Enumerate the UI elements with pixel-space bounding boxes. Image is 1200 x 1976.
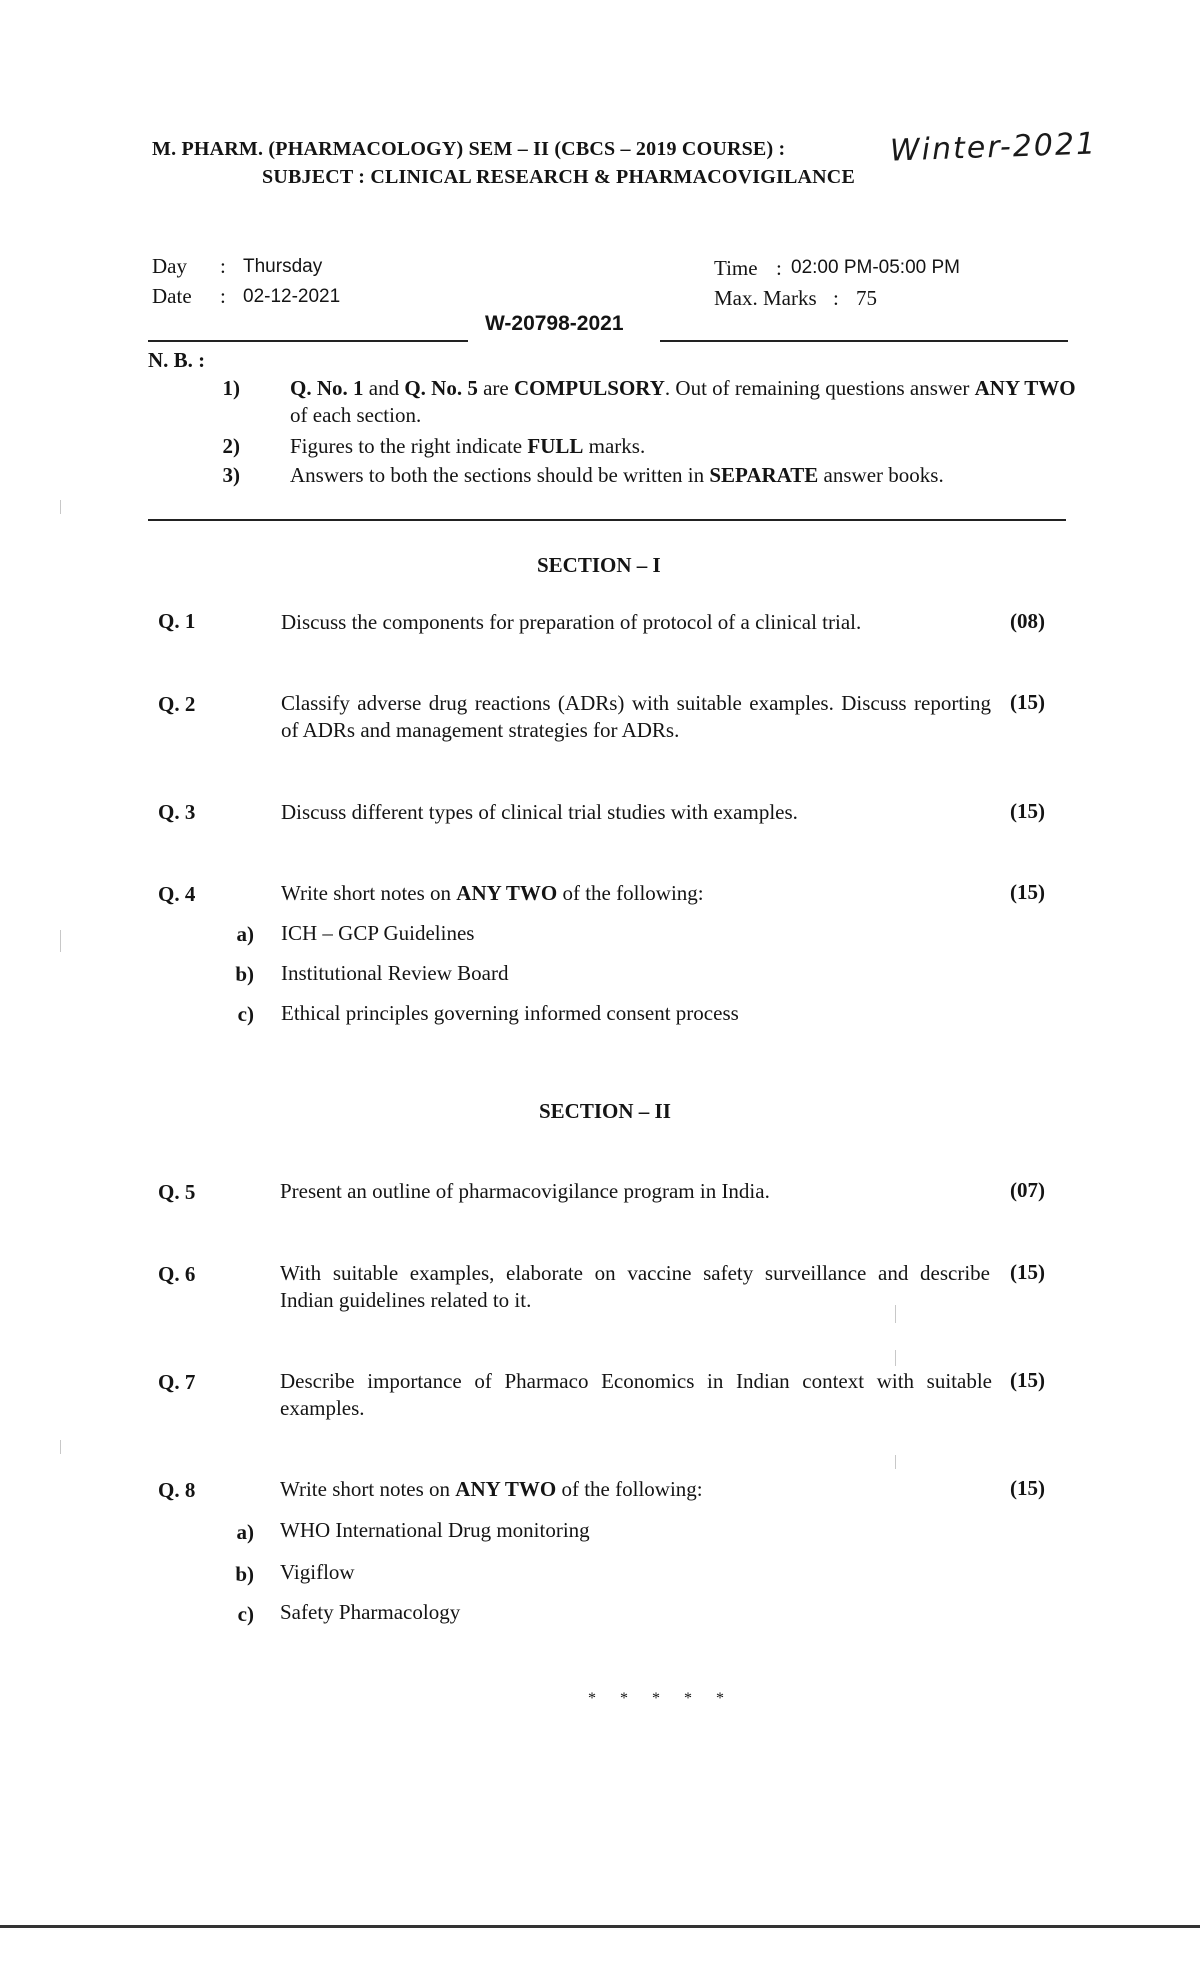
- q8-text-c: of the following:: [556, 1477, 703, 1501]
- q3-text: Discuss different types of clinical trial studies with examples.: [281, 800, 798, 824]
- q5-marks: (07): [1010, 1178, 1045, 1202]
- scan-artifact: [60, 930, 61, 952]
- scan-artifact: [895, 1305, 896, 1323]
- nb-answers: Answers to both the sections should be written in: [290, 463, 710, 487]
- q4-text: [281, 880, 981, 907]
- section-2-title: SECTION – II: [539, 1099, 671, 1123]
- nb-number-3: 3): [222, 463, 240, 487]
- nb-are: are: [477, 376, 514, 400]
- q4-sub-a-text: ICH – GCP Guidelines: [281, 921, 475, 945]
- max-marks-value: 75: [856, 286, 877, 310]
- q1-marks: (08): [1010, 609, 1045, 633]
- q2-text: Classify adverse drug reactions (ADRs) with suitable examples. Discuss reporting of ADRs and management strategies for ADRs.: [281, 691, 991, 742]
- q8-text: [280, 1476, 980, 1503]
- nb-remaining: . Out of remaining questions answer: [664, 376, 975, 400]
- q2-number: Q. 2: [158, 692, 196, 716]
- day-colon: :: [220, 254, 226, 278]
- q8-marks: (15): [1010, 1476, 1045, 1500]
- scan-artifact: [895, 1350, 896, 1366]
- section-1-title: SECTION – I: [537, 553, 661, 577]
- nb-any-two: ANY TWO: [974, 376, 1076, 400]
- date-label: Date: [152, 284, 192, 308]
- q4-number: Q. 4: [158, 882, 196, 906]
- nb-q1: Q. No. 1: [290, 376, 364, 400]
- nb-label: N. B. :: [148, 348, 206, 372]
- course-title: M. PHARM. (PHARMACOLOGY) SEM – II (CBCS – 2019 COURSE) :: [152, 138, 786, 160]
- end-stars: * * * * *: [588, 1690, 734, 1707]
- date-value: 02-12-2021: [243, 286, 341, 307]
- q8-sub-b-label: b): [235, 1562, 254, 1586]
- q3-marks: (15): [1010, 799, 1045, 823]
- nb-figures: Figures to the right indicate: [290, 434, 528, 458]
- q8-sub-a-text: WHO International Drug monitoring: [280, 1518, 590, 1542]
- time-label: Time: [714, 256, 758, 280]
- scan-artifact: [895, 1455, 896, 1469]
- date-colon: :: [220, 284, 226, 308]
- q8-text-a: Write short notes on: [280, 1477, 456, 1501]
- q4-sub-b-text: Institutional Review Board: [281, 961, 509, 985]
- max-marks-colon: :: [833, 286, 839, 310]
- q1-text: Discuss the components for preparation of protocol of a clinical trial.: [281, 610, 862, 634]
- q2-marks: (15): [1010, 690, 1045, 714]
- nb-answer-books: answer books.: [818, 463, 944, 487]
- nb-divider: [148, 519, 1066, 521]
- q4-text-c: of the following:: [557, 881, 704, 905]
- paper-code: W-20798-2021: [485, 312, 624, 335]
- q8-number: Q. 8: [158, 1478, 196, 1502]
- time-value: 02:00 PM-05:00 PM: [791, 257, 960, 278]
- q7-number: Q. 7: [158, 1370, 196, 1394]
- nb-and: and: [363, 376, 405, 400]
- nb-instruction-1: [290, 375, 1080, 429]
- nb-compulsory: COMPULSORY: [513, 376, 665, 400]
- divider-left: [148, 340, 468, 342]
- q8-sub-c-text: Safety Pharmacology: [280, 1600, 461, 1624]
- q3-number: Q. 3: [158, 800, 196, 824]
- q8-sub-c-label: c): [237, 1602, 254, 1626]
- day-value: Thursday: [243, 256, 323, 277]
- handwritten-session: Winter-2021: [889, 126, 1098, 169]
- q5-number: Q. 5: [158, 1180, 196, 1204]
- q4-sub-c-text: Ethical principles governing informed consent process: [281, 1001, 739, 1025]
- max-marks-label: Max. Marks: [714, 286, 817, 310]
- q4-sub-c-label: c): [237, 1002, 254, 1026]
- day-label: Day: [152, 254, 187, 278]
- q6-text: With suitable examples, elaborate on vaccine safety surveillance and describe Indian guidelines related to it.: [280, 1261, 990, 1312]
- scan-artifact: [60, 1440, 61, 1454]
- nb-instruction-3: [290, 462, 1080, 489]
- q8-sub-b-text: Vigiflow: [280, 1560, 355, 1584]
- nb-full: FULL: [527, 434, 584, 458]
- divider-right: [660, 340, 1068, 342]
- q1-number: Q. 1: [158, 609, 196, 633]
- q6-marks: (15): [1010, 1260, 1045, 1284]
- nb-number-2: 2): [222, 434, 240, 458]
- q6-number: Q. 6: [158, 1262, 196, 1286]
- nb-q5: Q. No. 5: [404, 376, 478, 400]
- subject-title: SUBJECT : CLINICAL RESEARCH & PHARMACOVIGILANCE: [262, 166, 855, 188]
- q7-text: Describe importance of Pharmaco Economics in Indian context with suitable examples.: [280, 1369, 992, 1420]
- nb-instruction-2: [290, 433, 1080, 460]
- nb-each-section: of each section.: [290, 403, 422, 427]
- q4-text-a: Write short notes on: [281, 881, 457, 905]
- scan-artifact: [60, 500, 61, 514]
- q7-marks: (15): [1010, 1368, 1045, 1392]
- q8-sub-a-label: a): [236, 1520, 254, 1544]
- q4-sub-a-label: a): [236, 922, 254, 946]
- q8-any-two: ANY TWO: [455, 1477, 557, 1501]
- q4-sub-b-label: b): [235, 962, 254, 986]
- q5-text: Present an outline of pharmacovigilance program in India.: [280, 1179, 770, 1203]
- q4-marks: (15): [1010, 880, 1045, 904]
- page-bottom-line: [0, 1925, 1200, 1928]
- nb-separate: SEPARATE: [709, 463, 819, 487]
- time-colon: :: [776, 256, 782, 280]
- q4-any-two: ANY TWO: [456, 881, 558, 905]
- nb-number-1: 1): [222, 376, 240, 400]
- nb-marks: marks.: [583, 434, 646, 458]
